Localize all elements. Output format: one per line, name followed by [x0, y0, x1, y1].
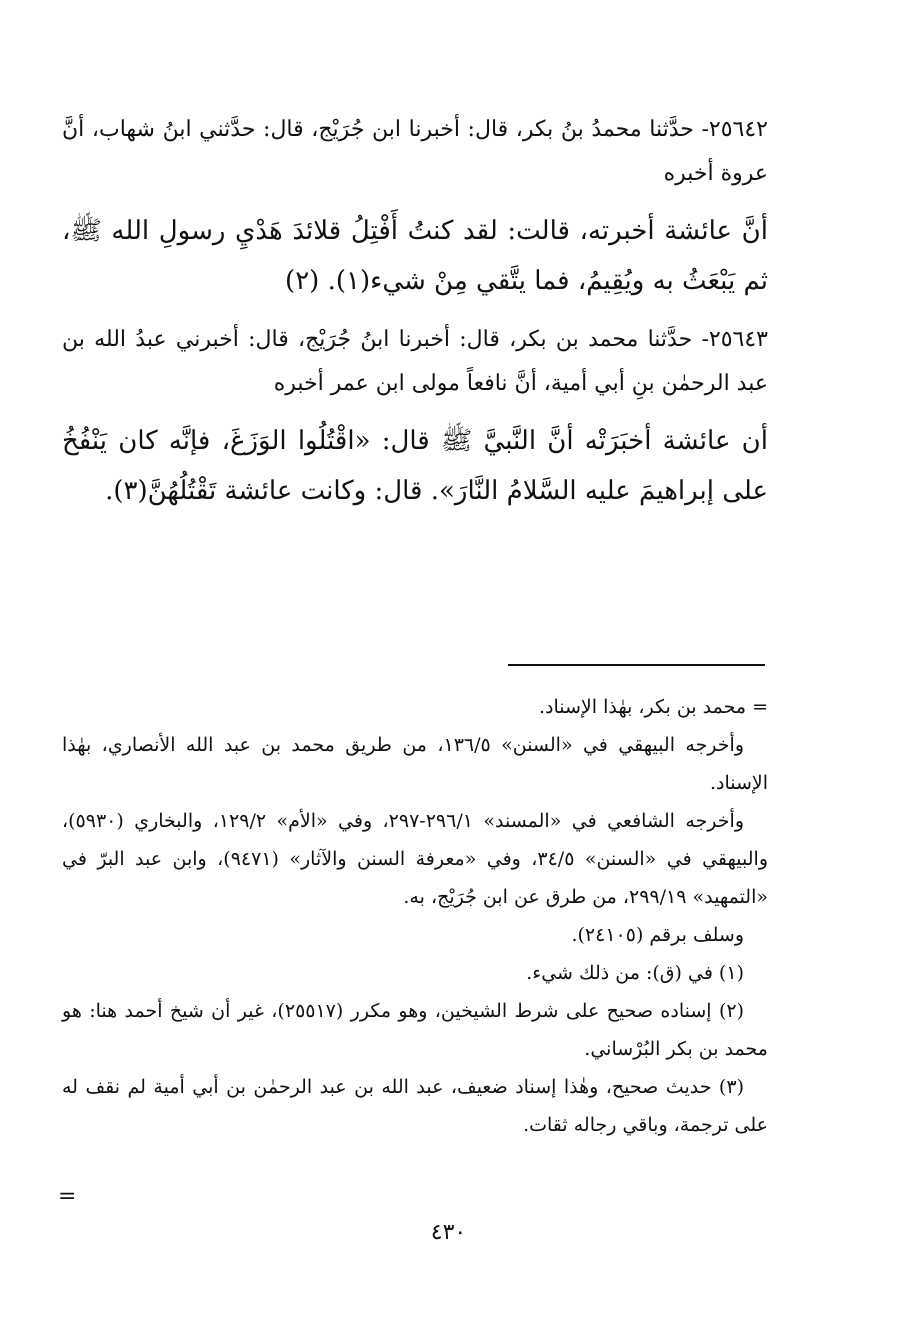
footnotes [62, 688, 768, 1144]
page-number: ٤٣٠ [430, 1220, 467, 1245]
hadith-25642-isnad: ٢٥٦٤٢- حدَّثنا محمدُ بنُ بكر، قال: أخبرنا ابن جُرَيْج، قال: حدَّثني ابنُ شهاب، أنَّ عروة أخبره [62, 117, 768, 186]
footnote-3: (٣) حديث صحيح، وهٰذا إسناد ضعيف، عبد الله بن عبد الرحمٰن بن أبي أمية لم نقف له على ترجمة، وباقي رجاله ثقات. [62, 1076, 768, 1136]
footnote-2: (٢) إسناده صحيح على شرط الشيخين، وهو مكرر (٢٥٥١٧)، غير أن شيخ أحمد هنا: هو محمد بن بكر البُرْساني. [62, 1000, 768, 1060]
hadith-25643-isnad: ٢٥٦٤٣- حدَّثنا محمد بن بكر، قال: أخبرنا ابنُ جُرَيْج، قال: أخبرني عبدُ الله بن عبد الرحمٰن بنِ أبي أمية، أنَّ نافعاً مولى ابن عمر أخبره [62, 327, 768, 396]
footnote-continuation: = محمد بن بكر، بهٰذا الإسناد. [538, 696, 768, 718]
footnote-shafii: وأخرجه الشافعي في «المسند» ٢٩٦/١-٢٩٧، وفي «الأم» ١٢٩/٢، والبخاري (٥٩٣٠)، والبيهقي في «السنن» ٣٤/٥، وفي «معرفة السنن والآثار» (٩٤٧١)، وابن عبد البرّ في «التمهيد» ٢٩٩/١٩، من طرق عن ابن جُرَيْج، به. [62, 810, 768, 908]
footnote-bayhaqi: وأخرجه البيهقي في «السنن» ١٣٦/٥، من طريق محمد بن عبد الله الأنصاري، بهٰذا الإسناد. [62, 734, 768, 794]
continuation-mark: = [58, 1184, 77, 1209]
hadith-25642-matn: أنَّ عائشة أخبرته، قالت: لقد كنتُ أَفْتِلُ قلائدَ هَدْيِ رسولِ الله ﷺ، ثم يَبْعَثُ به ويُقِيمُ، فما يتَّقي مِنْ شيء(١). (٢) [62, 216, 768, 296]
main-text [62, 108, 768, 528]
hadith-25643-matn: أن عائشة أخبَرَتْه أنَّ النَّبيَّ ﷺ قال: «اقْتُلُوا الوَزَغَ، فإنَّه كان يَنْفُخُ على إبراهيمَ عليه السَّلامُ النَّارَ». قال: وكانت عائشة تَقْتُلُهُنَّ(٣). [62, 426, 768, 506]
footnote-separator [508, 664, 765, 666]
footnote-previous-number: وسلف برقم (٢٤١٠٥). [571, 924, 744, 946]
footnote-1: (١) في (ق): من ذلك شيء. [526, 962, 744, 984]
